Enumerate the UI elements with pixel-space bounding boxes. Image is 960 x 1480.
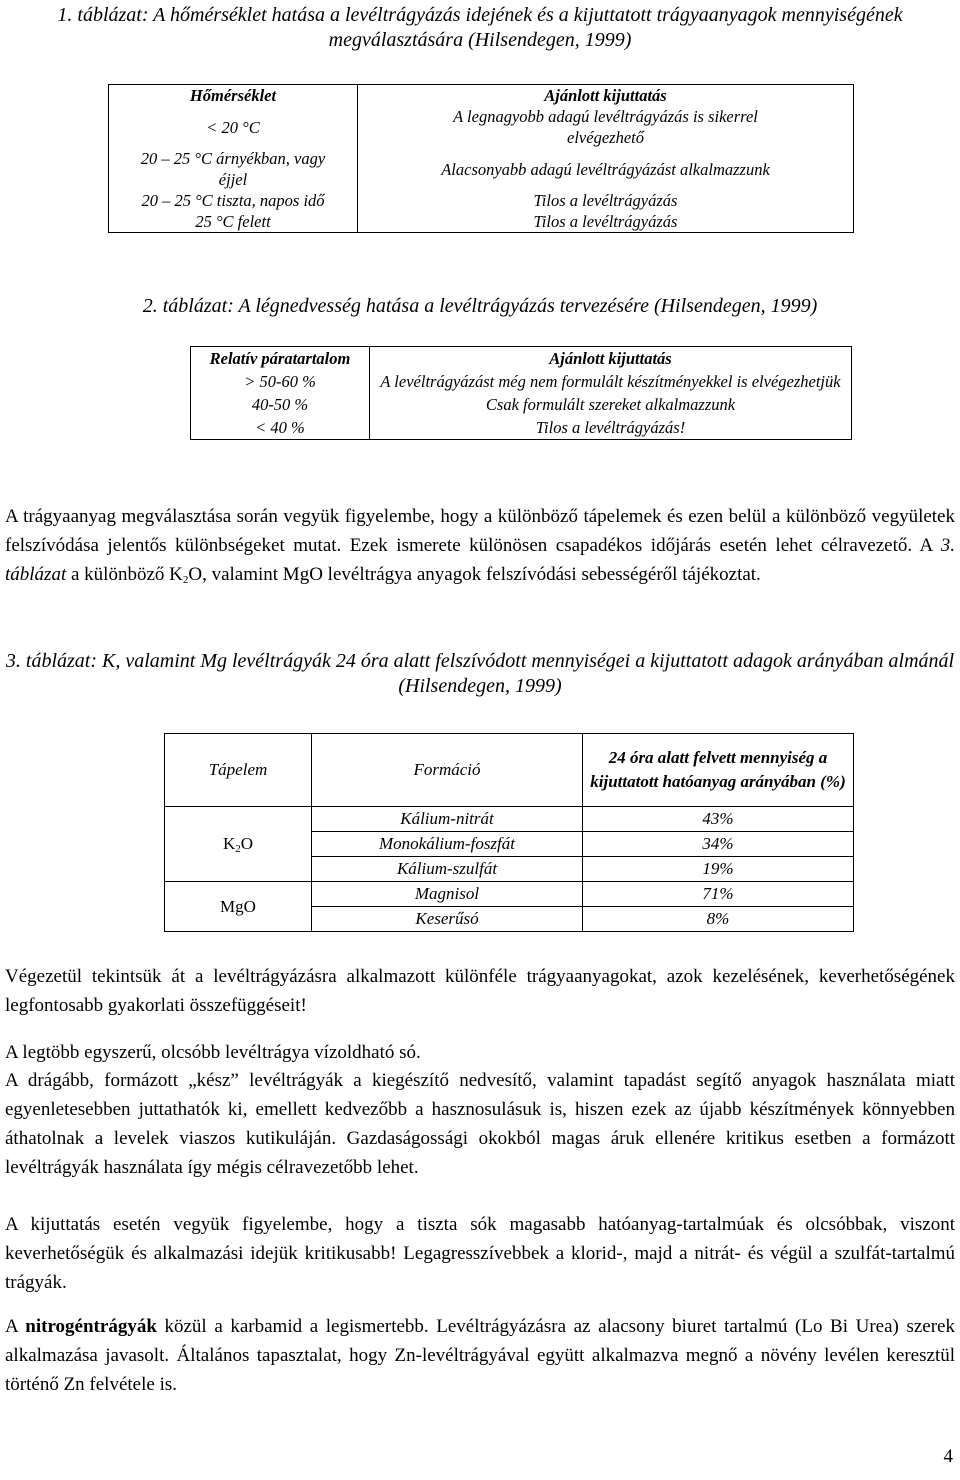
table-cell: Tilos a levéltrágyázás! [370, 416, 852, 440]
table-reference: 3. táblázat [5, 535, 955, 585]
table1 [108, 84, 854, 233]
table-cell: 43% [583, 807, 854, 832]
table-row [109, 211, 854, 233]
table-header-cell: Ajánlott kijuttatás [358, 85, 854, 107]
table-header-cell: Relatív páratartalom [191, 347, 370, 371]
nutrient-cell-k2o: $K_2O$ [165, 807, 312, 882]
paragraph-fertilizer-choice [5, 502, 955, 589]
paragraph-text: a különböző K [66, 564, 183, 585]
paragraph-nitrogen [5, 1312, 955, 1399]
table-cell: A legnagyobb adagú levéltrágyázás is sikerrel elvégezhető [358, 106, 854, 148]
table-row [191, 416, 852, 440]
table-header-row [109, 85, 854, 107]
table-cell: 20 – 25 °C árnyékban, vagy éjjel [109, 148, 358, 190]
table-row [191, 370, 852, 393]
table-cell: Tilos a levéltrágyázás [358, 190, 854, 211]
table-cell: A levéltrágyázást még nem formulált készítményekkel is elvégezhetjük [370, 370, 852, 393]
table2-caption: 2. táblázat: A légnedvesség hatása a levéltrágyázás tervezésére (Hilsendegen, 1999) [142, 295, 818, 317]
table-cell: 8% [583, 907, 854, 932]
table-row [109, 106, 854, 148]
table-row [191, 393, 852, 416]
paragraph-text: A trágyaanyag megválasztása során vegyük figyelembe, hogy a különböző tápelemek és ezen belül a különböző vegyületek felszívódása jelentős különbségeket mutat. Ezek ismerete különösen csapadékos időjárás esetén lehet célravezető. A [5, 506, 955, 556]
paragraph-text: közül a karbamid a legismertebb. Levéltrágyázásra az alacsony biuret tartalmú (Lo Bi Urea) szerek alkalmazása javasolt. Általános tapasztalat, hogy Zn-levéltrágyával együtt alkalmazva megnő a növény levélen keresztül történő Zn felvétele is. [5, 1316, 955, 1395]
table3-caption: 3. táblázat: K, valamint Mg levéltrágyák 24 óra alatt felszívódott mennyiségei a kijuttatott adagok arányában almánál (Hilsendegen, 1999) [5, 650, 955, 697]
table-cell: Csak formulált szereket alkalmazzunk [370, 393, 852, 416]
table-header-row [165, 734, 854, 807]
table-row [165, 807, 854, 832]
bold-term: nitrogéntrágyák [25, 1316, 157, 1337]
table-cell: < 40 % [191, 416, 370, 440]
table-cell: Kálium-szulfát [312, 857, 583, 882]
nutrient-cell-mgo: MgO [165, 882, 312, 932]
table2 [190, 346, 852, 440]
table-row [109, 190, 854, 211]
table-cell: 19% [583, 857, 854, 882]
table-header-cell: Hőmérséklet [109, 85, 358, 107]
paragraph-summary: Végezetül tekintsük át a levéltrágyázásra alkalmazott különféle trágyaanyagokat, azok kezelésének, keverhetőségének legfontosabb gyakorlati összefüggéseit! [5, 966, 955, 1016]
table-cell: Keserűsó [312, 907, 583, 932]
paragraph-simple-fertilizer: A legtöbb egyszerű, olcsóbb levéltrágya vízoldható só. [5, 1042, 421, 1063]
page-number: 4 [943, 1446, 953, 1467]
paragraph-formulated-fertilizer: A drágább, formázott „kész” levéltrágyák a kiegészítő nedvesítő, valamint tapadást segítő anyagok használata miatt egyenletesebben juttathatók ki, emellett kedvezőbb a hasznosulásuk is, hiszen ezek az újabb készítmények könnyebben áthatolnak a levelek viaszos kutikuláján. Gazdaságossági okokból magas áruk ellenére kritikus esetben a formázott levéltrágyák használata így mégis célravezetőbb lehet. [5, 1070, 955, 1178]
table-cell: 40-50 % [191, 393, 370, 416]
table-header-cell: Tápelem [165, 734, 312, 807]
table-header-row [191, 347, 852, 371]
table-cell: Tilos a levéltrágyázás [358, 211, 854, 233]
table-header-cell: Ajánlott kijuttatás [370, 347, 852, 371]
table-cell: > 50-60 % [191, 370, 370, 393]
table1-caption: 1. táblázat: A hőmérséklet hatása a levéltrágyázás idejének és a kijuttatott trágyaanyagok mennyiségének megválasztására (Hilsendegen, 1999) [57, 4, 903, 51]
table-row [165, 882, 854, 907]
table-cell: 34% [583, 832, 854, 857]
table-row [109, 148, 854, 190]
table-cell: Alacsonyabb adagú levéltrágyázást alkalmazzunk [358, 148, 854, 190]
table-cell: < 20 °C [109, 106, 358, 148]
paragraph-text: A [5, 1316, 26, 1337]
table-cell: 25 °C felett [109, 211, 358, 233]
table-header-cell: 24 óra alatt felvett mennyiség a kijuttatott hatóanyag arányában (%) [583, 734, 854, 807]
table-cell: 71% [583, 882, 854, 907]
paragraph-text: O, valamint MgO levéltrágya anyagok felszívódási sebességéről tájékoztat. [188, 564, 761, 585]
table-cell: 20 – 25 °C tiszta, napos idő [109, 190, 358, 211]
paragraph-application: A kijuttatás esetén vegyük figyelembe, hogy a tiszta sók magasabb hatóanyag-tartalmúak és olcsóbbak, viszont keverhetőségük és alkalmazási idejük kritikusabb! Legagresszívebbek a klorid-, majd a nitrát- és végül a szulfát-tartalmú trágyák. [5, 1214, 955, 1293]
table-cell: Monokálium-foszfát [312, 832, 583, 857]
table-cell: Magnisol [312, 882, 583, 907]
table3 [164, 733, 854, 932]
subscript: 2 [182, 574, 189, 586]
table-cell: Kálium-nitrát [312, 807, 583, 832]
table-header-cell: Formáció [312, 734, 583, 807]
